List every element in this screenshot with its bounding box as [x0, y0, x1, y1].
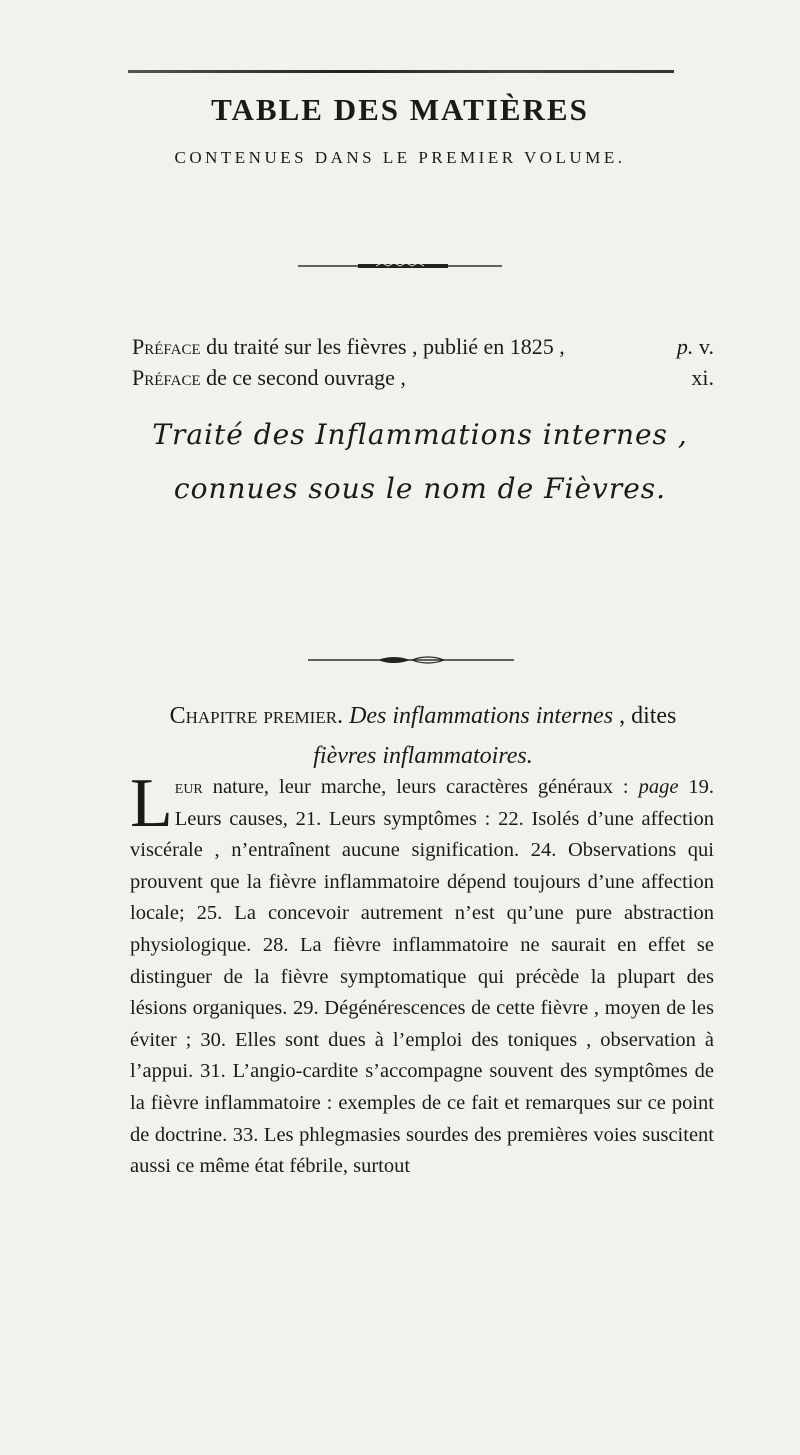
gothic-heading-line-2: connues sous le nom de Fièvres. — [173, 472, 667, 505]
chapter-title: Des inflammations internes — [343, 703, 614, 729]
page-word: page — [638, 776, 679, 798]
chapter-heading — [130, 696, 716, 776]
chapter-label: Chapitre premier. — [169, 703, 344, 729]
preface-line-2 — [132, 365, 714, 391]
page-number: v. — [693, 334, 714, 359]
top-rule — [128, 70, 674, 73]
preface-text: de ce second ouvrage , — [200, 365, 406, 390]
preface-head: Préface — [132, 365, 201, 390]
summary-text-1: nature, leur marche, leurs caractères généraux : — [202, 776, 639, 798]
chapter-summary — [130, 765, 715, 1183]
summary-text-2: 19. Leurs causes, 21. Leurs symptômes : 22. Isolés d’une affection viscérale , n’entraînent aucune signification. 24. Observations qui prouvent que la fièvre inflammatoire dépend toujours d’une affection locale; 25. La concevoir autrement n’est qu’une pure abstraction physiologique. 28. La fièvre inflammatoire ne saurait en effet se distinguer de la fièvre symptomatique qui précède la plupart des lésions organiques. 29. Dégénérescences de cette fièvre , moyen de les éviter ; 30. Elles sont dues à l’emploi des toniques , observation à l’appui. 31. L’angio-cardite s’accompagne souvent des symptômes de la fièvre inflammatoire : exemples de ce fait et remarques sur ce point de doctrine. 33. Les phlegmasies sourdes des premières voies suscitent aussi ce même état fébrile, surtout — [130, 776, 715, 1178]
page-title: TABLE DES MATIÈRES — [211, 92, 589, 127]
ornamental-divider — [308, 656, 514, 664]
chapter-title-tail: , dites — [613, 703, 677, 729]
first-word: eur — [174, 776, 203, 798]
gothic-heading-line-1: Traité des Inflammations internes , — [152, 418, 688, 451]
page-prefix: p. — [676, 334, 694, 359]
chapter-title-line-2: fièvres inflammatoires. — [313, 743, 533, 769]
drop-cap: L — [130, 765, 173, 842]
page-subtitle: CONTENUES DANS LE PREMIER VOLUME. — [174, 148, 626, 167]
page-number: xi. — [691, 365, 714, 390]
preface-line-1 — [132, 334, 714, 360]
ornamental-divider — [298, 262, 502, 270]
preface-head: Préface — [132, 334, 201, 359]
preface-text: du traité sur les fièvres , publié en 1825 , — [200, 334, 565, 359]
